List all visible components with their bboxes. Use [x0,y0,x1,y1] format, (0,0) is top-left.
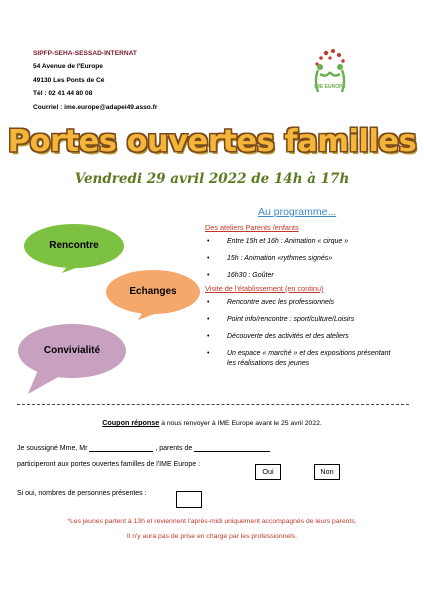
list-item: • Point info/rencontre : sport/culture/Loisirs [205,315,395,325]
list-item: • 16h30 : Goûter [205,271,405,281]
logo-text: IME EUROPE [314,84,346,90]
parents-label: , parents de [155,445,193,452]
oui-checkbox[interactable]: Oui [255,464,281,480]
page-title: Portes ouvertes familles [7,124,417,159]
org-name: SIPFP-SEHA-SESSAD-INTERNAT [33,50,137,57]
child-name-field[interactable] [194,451,270,452]
coupon-header [0,418,424,427]
section-visite-title: Visite de l'établissement (en continu) [205,284,324,293]
list-item: • Rencontre avec les professionnels [205,298,395,308]
bubble-label: Rencontre [49,240,99,251]
address-line-2: 49130 Les Ponts de Cé [33,76,105,84]
non-checkbox[interactable]: Non [314,464,340,480]
event-date: Vendredi 29 avril 2022 de 14h à 17h [74,171,350,187]
form-line-2: participeront aux portes ouvertes familles de l'IME Europe : [17,461,201,468]
bubble-echanges [104,268,202,320]
section-ateliers-title: Des ateliers Parents /enfants [205,223,299,232]
list-item: • Un espace « marché » et des expositions présentant les réalisations des jeunes [205,349,395,369]
list-item: • Entre 15h et 16h : Animation « cirque » [205,237,405,247]
list-item: • 15h : Animation «rythmes signés» [205,254,405,264]
bubble-label: Echanges [129,286,177,297]
name-field[interactable] [89,451,153,452]
bubble-rencontre [22,223,126,273]
visite-list [205,298,395,376]
email: Courriel : ime.europe@adapei49.asso.fr [33,103,158,111]
ime-europe-logo [300,44,360,100]
ateliers-list [205,237,405,288]
bubble-convivialite [16,322,128,396]
cut-line [17,404,409,405]
program-title: Au programme... [258,206,337,218]
phone: Tél : 02 41 44 80 08 [33,90,93,98]
form-line-3: Si oui, nombres de personnes présentes : [17,490,147,497]
bubble-label: Convivialité [43,345,101,356]
bubble-shape [16,322,128,396]
form-line-1 [17,445,270,452]
coupon-text: à nous renvoyer à IME Europe avant le 25 avril 2022. [159,420,322,427]
list-item: • Découverte des activités et des ateliers [205,332,395,342]
header-address-block [33,47,157,114]
people-count-field[interactable] [176,491,202,508]
note-line-2: Il n'y aura pas de prise en charge par les professionnels. [126,533,298,540]
address-line-1: 54 Avenue de l'Europe [33,63,103,71]
coupon-title: Coupon réponse [102,418,160,427]
name-label: Je soussigné Mme, Mr [17,445,88,452]
note-line-1: *Les jeunes partent à 13h et reviennent l'après-midi uniquement accompagnés de leurs parents. [67,518,357,525]
